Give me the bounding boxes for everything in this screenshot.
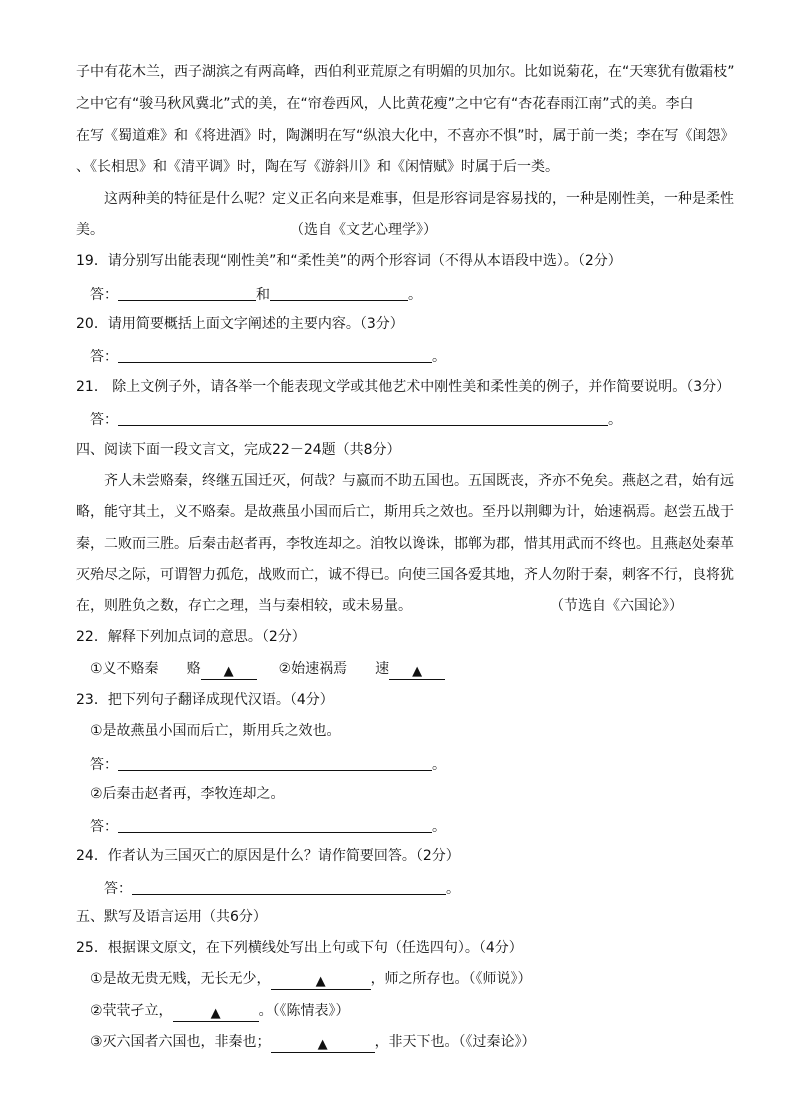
section-5-heading: 五、默写及语言运用（共6分） <box>76 909 267 925</box>
target-word: 赂 <box>186 661 201 677</box>
question-19-prompt: 19．请分别写出能表现“刚性美”和“柔性美”的两个形容词（不得从本语段中选）。（2分） <box>76 253 622 269</box>
passage-text: 美。 <box>76 222 104 238</box>
question-23-answer-1 <box>90 753 446 773</box>
answer-label: 答： <box>90 412 118 428</box>
answer-label: 答： <box>90 349 118 365</box>
answer-end: 。 <box>432 349 446 365</box>
answer-end: 。 <box>608 412 622 428</box>
answer-blank[interactable] <box>271 1037 375 1053</box>
question-20-answer <box>90 345 446 365</box>
passage-source: （选自《文艺心理学》） <box>290 222 437 238</box>
triangle-marker-icon: ▲ <box>210 1006 221 1021</box>
answer-blank[interactable] <box>132 879 446 895</box>
answer-end: 。 <box>432 819 446 835</box>
answer-label: 答： <box>104 881 132 897</box>
answer-label: 答： <box>90 819 118 835</box>
answer-end: 。 <box>446 881 460 897</box>
passage-line: 、《长相思》和《清平调》时，陶在写《游斜川》和《闲情赋》时属于后一类。 <box>76 159 559 175</box>
question-23-prompt: 23．把下列句子翻译成现代汉语。（4分） <box>76 692 334 708</box>
item-text: ②茕茕孑立， <box>90 1003 173 1019</box>
question-24-prompt: 24．作者认为三国灭亡的原因是什么？请作简要回答。（2分） <box>76 848 460 864</box>
passage-line: 这两种美的特征是什么呢？定义正名向来是难事，但是形容词是容易找的，一种是刚性美，一种是柔性 <box>104 191 734 207</box>
item-text: ①义不赂秦 <box>90 661 159 677</box>
answer-end: 。 <box>408 287 422 303</box>
question-23-answer-2 <box>90 815 446 835</box>
question-20-prompt: 20．请用简要概括上面文字阐述的主要内容。（3分） <box>76 316 404 332</box>
triangle-marker-icon: ▲ <box>223 664 234 679</box>
question-21-prompt: 21． 除上文例子外，请各举一个能表现文学或其他艺术中刚性美和柔性美的例子，并作简要说明。（3分） <box>76 379 731 395</box>
item-text: ③灭六国者六国也，非秦也； <box>90 1034 271 1050</box>
item-text: ②始速祸焉 <box>278 661 348 677</box>
answer-blank[interactable] <box>173 1006 259 1022</box>
answer-connector: 和 <box>256 287 270 303</box>
answer-label: 答： <box>90 287 118 303</box>
answer-blank[interactable] <box>118 285 256 301</box>
answer-blank[interactable] <box>271 974 371 990</box>
answer-blank[interactable] <box>118 410 608 426</box>
item-text: ①是故无贵无贱，无长无少， <box>90 971 271 987</box>
classical-text-line <box>76 596 683 616</box>
answer-end: 。 <box>432 757 446 773</box>
classical-text: 在，则胜负之数，存亡之理，当与秦相较，或未易量。 <box>76 598 412 614</box>
triangle-marker-icon: ▲ <box>315 974 326 989</box>
sentence-2: ②后秦击赵者再，李牧连却之。 <box>90 786 285 802</box>
classical-text-line: 略，能守其土，义不赂秦。是故燕虽小国而后亡，斯用兵之效也。至丹以荆卿为计，始速祸焉。赵尝五战于 <box>76 504 734 520</box>
answer-blank[interactable] <box>270 285 408 301</box>
triangle-marker-icon: ▲ <box>317 1037 328 1052</box>
passage-line: 之中它有“骏马秋风冀北”式的美，在“帘卷西风，人比黄花瘦”之中它有“杏花春雨江南”式的美。李白 <box>76 96 694 112</box>
recitation-item-2 <box>90 1001 350 1021</box>
item-text: ，非天下也。（《过秦论》） <box>374 1034 536 1050</box>
question-24-answer <box>104 877 460 897</box>
answer-blank[interactable] <box>389 664 445 680</box>
classical-text-source: （节选自《六国论》） <box>550 598 683 614</box>
answer-blank[interactable] <box>118 817 432 833</box>
answer-blank[interactable] <box>118 755 432 771</box>
answer-label: 答： <box>90 757 118 773</box>
classical-text-line: 灭殆尽之际，可谓智力孤危，战败而亡，诚不得已。向使三国各爱其地，齐人勿附于秦，刺客不行，良将犹 <box>76 567 734 583</box>
triangle-marker-icon: ▲ <box>412 664 423 679</box>
passage-line: 在写《蜀道难》和《将进酒》时，陶渊明在写“纵浪大化中，不喜亦不惧”时，属于前一类；李在写《闺怨》 <box>76 128 735 144</box>
item-text: ，师之所存也。（《师说》） <box>370 971 532 987</box>
question-21-answer <box>90 408 622 428</box>
section-4-heading: 四、阅读下面一段文言文，完成22－24题（共8分） <box>76 442 401 458</box>
classical-text-line: 秦，二败而三胜。后秦击赵者再，李牧连却之。洎牧以谗诛，邯郸为郡，惜其用武而不终也。且燕赵处秦革 <box>76 536 734 552</box>
answer-blank[interactable] <box>118 347 432 363</box>
question-19-answer <box>90 283 422 303</box>
recitation-item-1 <box>90 969 532 989</box>
classical-text-line: 齐人未尝赂秦，终继五国迁灭，何哉？与嬴而不助五国也。五国既丧，齐亦不免矣。燕赵之君，始有远 <box>104 473 734 489</box>
recitation-item-3 <box>90 1032 536 1052</box>
passage-line: 子中有花木兰，西子湖滨之有两高峰，西伯利亚荒原之有明媚的贝加尔。比如说菊花，在“天寒犹有傲霜枝” <box>76 64 735 80</box>
answer-blank[interactable] <box>201 664 257 680</box>
sentence-1: ①是故燕虽小国而后亡，斯用兵之效也。 <box>90 723 341 739</box>
question-22-items <box>90 659 445 679</box>
item-text: 。（《陈情表》） <box>258 1003 350 1019</box>
passage-line <box>76 220 437 240</box>
target-word: 速 <box>375 661 390 677</box>
question-25-prompt: 25．根据课文原文，在下列横线处写出上句或下句（任选四句）。（4分） <box>76 940 523 956</box>
question-22-prompt: 22．解释下列加点词的意思。（2分） <box>76 629 306 645</box>
